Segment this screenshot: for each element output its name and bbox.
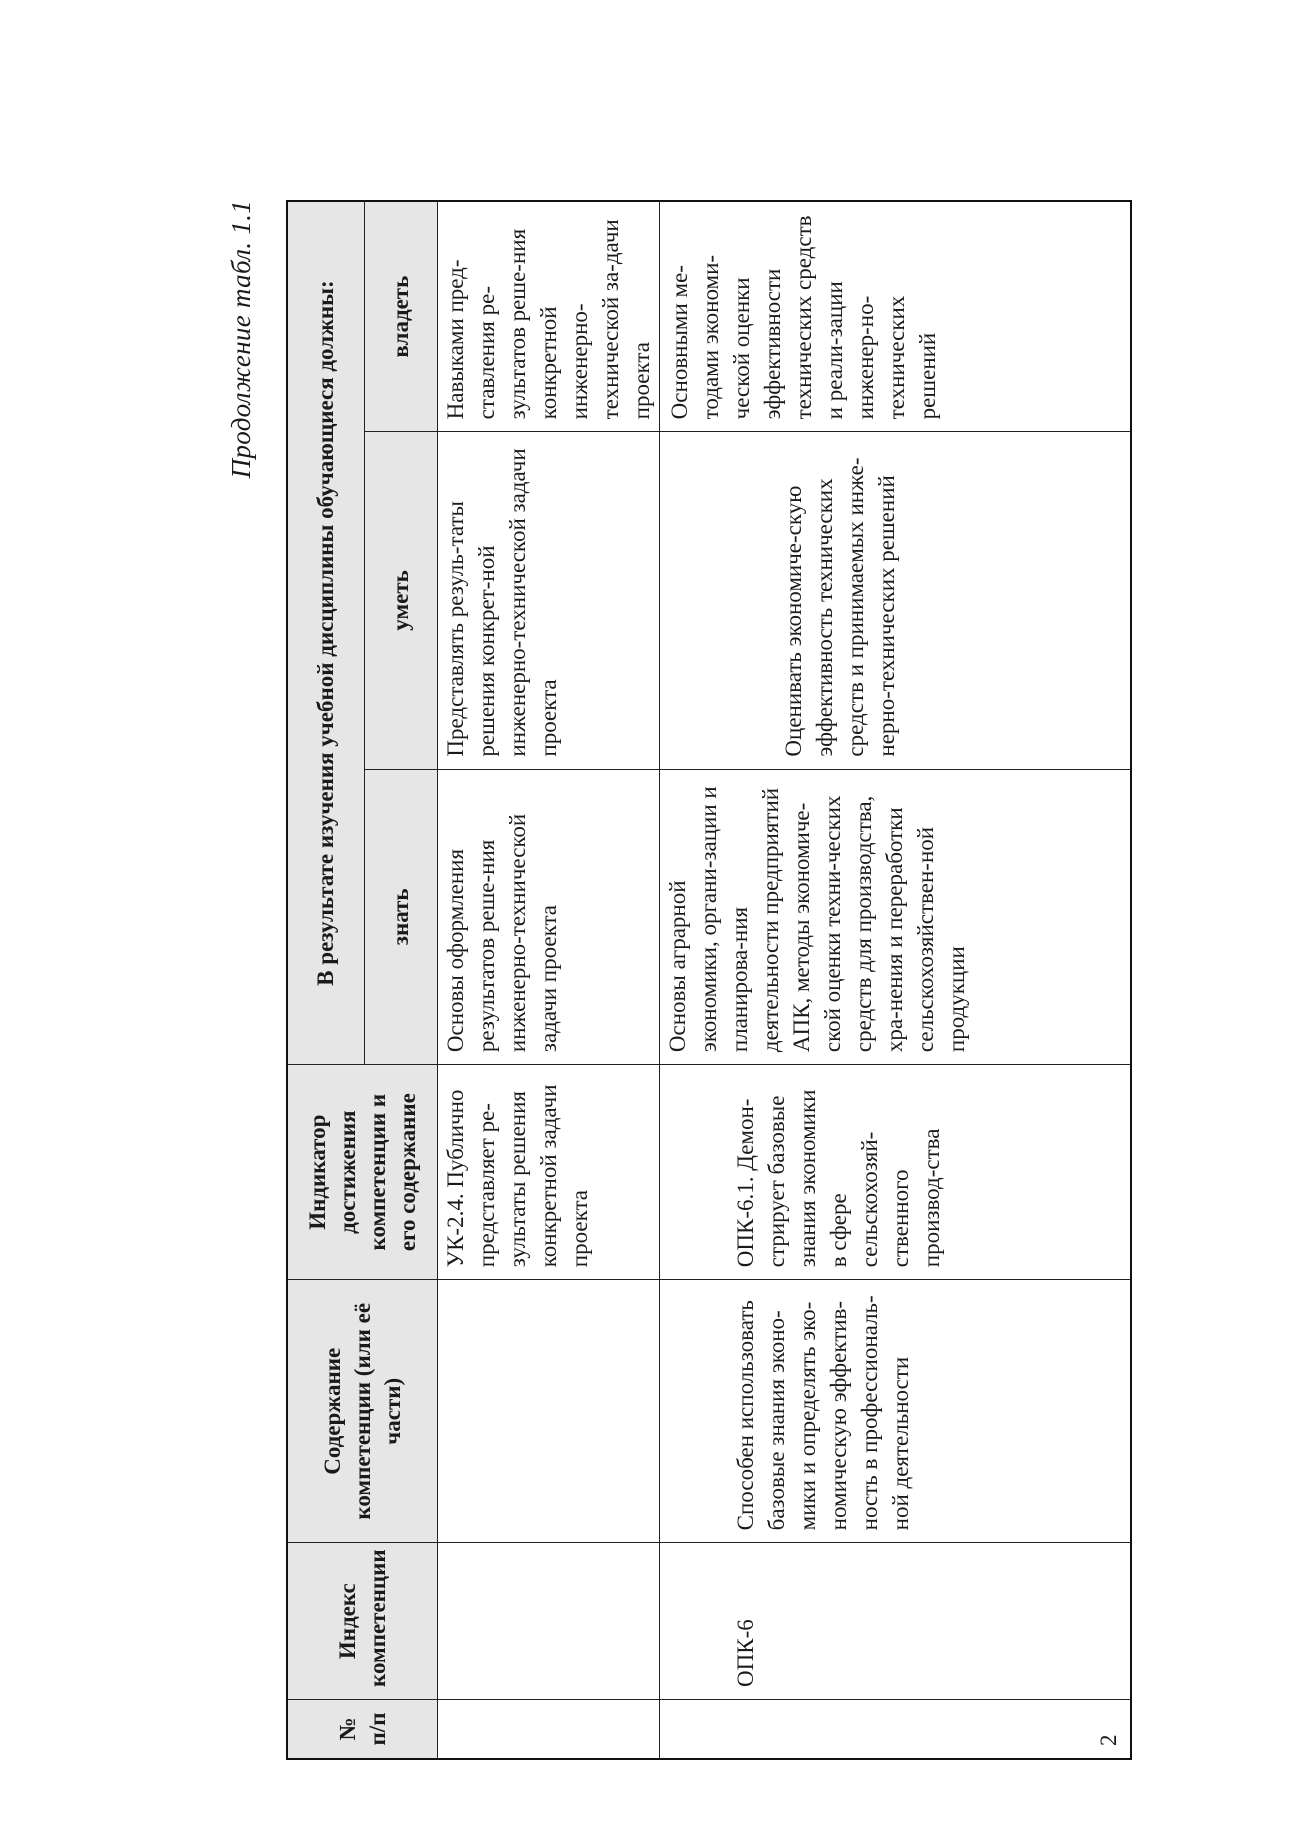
header-num: № п/п xyxy=(287,1699,438,1759)
table-caption: Продолжение табл. 1.1 xyxy=(226,200,256,479)
cell-can: Оценивать экономиче-скую эффективность технических средств и принимаемых инже-нерно-технических решений xyxy=(660,432,1132,769)
cell-know: Основы аграрной экономики, органи-зации и планирова-ния деятельности предприятий АПК, методы экономиче-ской оценки техни-ческих средств для производства, хра-нения и переработки сельскохозяйствен-ной продукции xyxy=(660,769,1132,1065)
header-index: Индекс компетенции xyxy=(287,1543,438,1700)
cell-content: Способен использовать базовые знания эконо-мики и определять эко-номическую эффектив-ность в профессиональ-ной деятельности xyxy=(660,1280,1132,1543)
header-results-group: В результате изучения учебной дисциплины обучающиеся должны: xyxy=(287,201,365,1065)
cell-num xyxy=(438,1699,660,1759)
cell-indicator: УК-2.4. Публично представляет ре-зультаты решения конкретной задачи проекта xyxy=(438,1065,660,1280)
header-can: уметь xyxy=(365,432,438,769)
competence-table xyxy=(286,200,1132,1760)
cell-indicator: ОПК-6.1. Демон-стрирует базовые знания экономики в сфере сельскохозяй-ственного производ-ства xyxy=(660,1065,1132,1280)
header-indicator: Индикатор достижения компетенции и его содержание xyxy=(287,1065,438,1280)
table-row xyxy=(438,201,660,1759)
header-content: Содержание компетенции (или её части) xyxy=(287,1280,438,1543)
rotated-page-content xyxy=(216,200,1121,1760)
cell-own: Основными ме-тодами экономи-ческой оценки эффективности технических средств и реали-зации инженер-но-технических решений xyxy=(660,201,1132,432)
header-own: владеть xyxy=(365,201,438,432)
cell-index: ОПК-6 xyxy=(660,1543,1132,1700)
cell-num: 2 xyxy=(660,1699,1132,1759)
cell-know: Основы оформления результатов реше-ния инженерно-технической задачи проекта xyxy=(438,769,660,1065)
cell-own: Навыками пред-ставления ре-зультатов реше-ния конкретной инженерно-технической за-дачи проекта xyxy=(438,201,660,432)
cell-can: Представлять резуль-таты решения конкрет-ной инженерно-технической задачи проекта xyxy=(438,432,660,769)
header-know: знать xyxy=(365,769,438,1065)
table-row xyxy=(660,201,1132,1759)
cell-content xyxy=(438,1280,660,1543)
cell-index xyxy=(438,1543,660,1700)
